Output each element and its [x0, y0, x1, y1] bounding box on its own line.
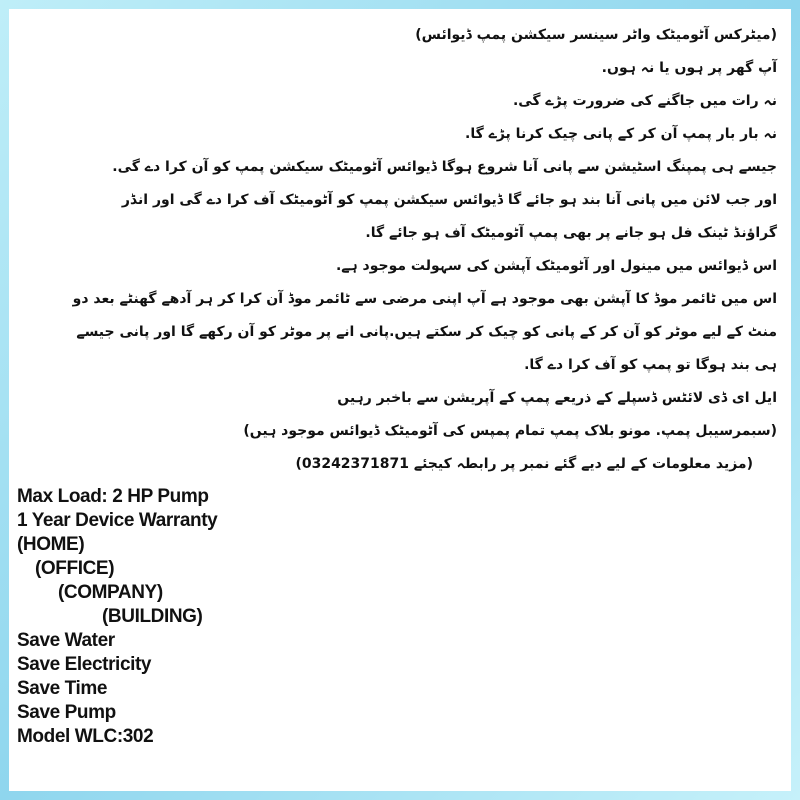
urdu-title: (میٹرکس آٹومیٹک واٹر سینسر سیکشن پمپ ڈیوائس): [415, 27, 777, 43]
urdu-line: آپ گھر پر ہوں یا نہ ہوں.: [601, 60, 777, 76]
save-water-text: Save Water: [17, 630, 115, 651]
urdu-line: منٹ کے لیے موٹر کو آن کر کے پانی کو چیک کر سکتے ہیں.پانی انے پر موٹر کو آن رکھے گا اور پانی جیسے: [76, 324, 777, 340]
urdu-line: اور جب لائن میں پانی آنا بند ہو جائے گا ڈیوائس سیکشن پمپ کو آٹومیٹک آف کرا دے گی اور انڈر: [121, 192, 777, 208]
english-specs: [17, 485, 777, 749]
model-text: Model WLC:302: [17, 726, 154, 747]
urdu-line: گراؤنڈ ٹینک فل ہو جانے پر بھی پمپ آٹومیٹک آف ہو جائے گا.: [365, 225, 777, 241]
urdu-line: (سبمرسیبل پمپ. مونو بلاک پمپ تمام پمپس کی آٹومیٹک ڈیوائس موجود ہیں): [243, 423, 777, 439]
home-text: (HOME): [17, 534, 85, 555]
urdu-line: ہی بند ہوگا تو پمپ کو آف کرا دے گا.: [524, 357, 777, 373]
urdu-line: نہ رات میں جاگنے کی ضرورت پڑے گی.: [512, 93, 777, 109]
urdu-description: [17, 19, 777, 481]
save-electricity-text: Save Electricity: [17, 654, 152, 675]
building-text: (BUILDING): [102, 606, 203, 627]
urdu-line: نہ بار بار پمپ آن کر کے پانی چیک کرنا پڑے گا.: [465, 126, 777, 142]
urdu-contact-line: (مزید معلومات کے لیے دیے گئے نمبر پر رابطہ کیجئے 03242371871): [295, 456, 753, 472]
document-page: [9, 9, 791, 791]
company-text: (COMPANY): [58, 582, 163, 603]
max-load-text: Max Load: 2 HP Pump: [17, 486, 209, 507]
urdu-line: ایل ای ڈی لائٹس ڈسپلے کے ذریعے پمپ کے آپریشن سے باخبر رہیں: [337, 390, 777, 406]
save-pump-text: Save Pump: [17, 702, 116, 723]
urdu-line: اس ڈیوائس میں مینول اور آٹومیٹک آپشن کی سہولت موجود ہے.: [335, 258, 777, 274]
save-time-text: Save Time: [17, 678, 108, 699]
urdu-line: اس میں ٹائمر موڈ کا آپشن بھی موجود ہے آپ اپنی مرضی سے ٹائمر موڈ آن کرا کر ہر آدھے گھنٹے بعد دو: [72, 291, 777, 307]
office-text: (OFFICE): [35, 558, 115, 579]
urdu-line: جیسے ہی پمپنگ اسٹیشن سے پانی آنا شروع ہوگا ڈیوائس آٹومیٹک سیکشن پمپ کو آن کرا دے گی.: [112, 159, 777, 175]
warranty-text: 1 Year Device Warranty: [17, 510, 218, 531]
